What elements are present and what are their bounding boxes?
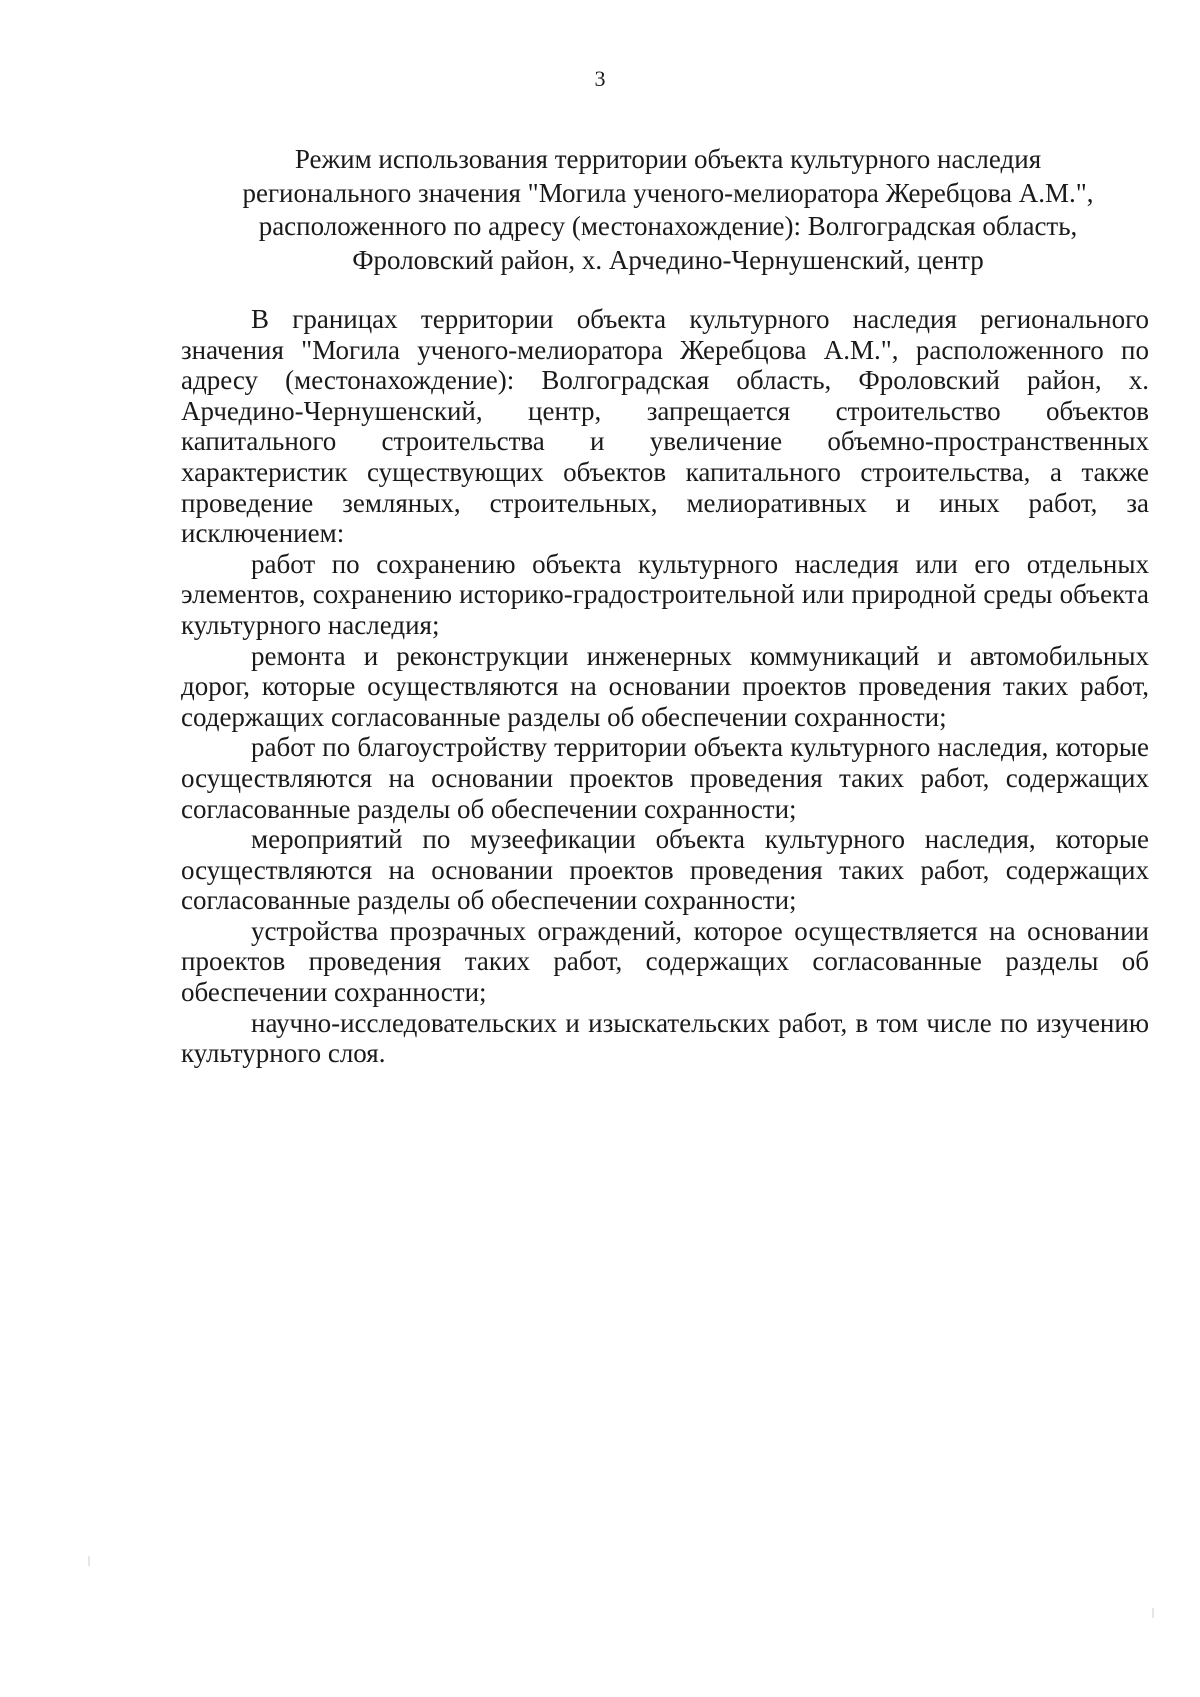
title-line: Фроловский район, х. Арчедино-Чернушенский, центр	[352, 244, 984, 275]
exception-item: работ по сохранению объекта культурного наследия или его отдельных элементов, сохранению историко-градостроительной или природной среды объекта культурного наследия;	[181, 548, 1149, 640]
exception-item: работ по благоустройству территории объекта культурного наследия, которые осуществляются на основании проектов проведения таких работ, содержащих согласованные разделы об обеспечении сохранности;	[181, 732, 1149, 824]
title-line: регионального значения "Могила ученого-мелиоратора Жеребцова А.М.",	[242, 177, 1094, 208]
exception-item: ремонта и реконструкции инженерных коммуникаций и автомобильных дорог, которые осуществляются на основании проектов проведения таких работ, содержащих согласованные разделы об обеспечении сохранности;	[181, 640, 1149, 732]
exception-item: устройства прозрачных ограждений, которое осуществляется на основании проектов проведения таких работ, содержащих согласованные разделы об обеспечении сохранности;	[181, 915, 1149, 1008]
scan-margin-mark	[1152, 1608, 1154, 1618]
document-body	[181, 304, 1149, 1069]
scan-margin-mark	[88, 1556, 90, 1566]
title-line: расположенного по адресу (местонахождение): Волгоградская область,	[258, 211, 1078, 241]
intro-paragraph: В границах территории объекта культурного наследия регионального значения "Могила ученого-мелиоратора Жеребцова А.М.", расположенного по адресу (местонахождение): Волгоградская область, Фроловский район, х. Арчедино-Чернушенский, центр, запрещается строительство объектов капитального строительства и увеличение объемно-пространственных характеристик существующих объектов капитального строительства, а также проведение земляных, строительных, мелиоративных и иных работ, за исключением:	[181, 304, 1149, 549]
exception-item: научно-исследовательских и изыскательских работ, в том числе по изучению культурного слоя.	[181, 1007, 1149, 1069]
title-line: Режим использования территории объекта культурного наследия	[294, 144, 1042, 174]
document-title	[178, 143, 1158, 277]
page-number: 3	[594, 66, 606, 91]
exception-item: мероприятий по музеефикации объекта культурного наследия, которые осуществляются на основании проектов проведения таких работ, содержащих согласованные разделы об обеспечении сохранности;	[181, 824, 1149, 916]
